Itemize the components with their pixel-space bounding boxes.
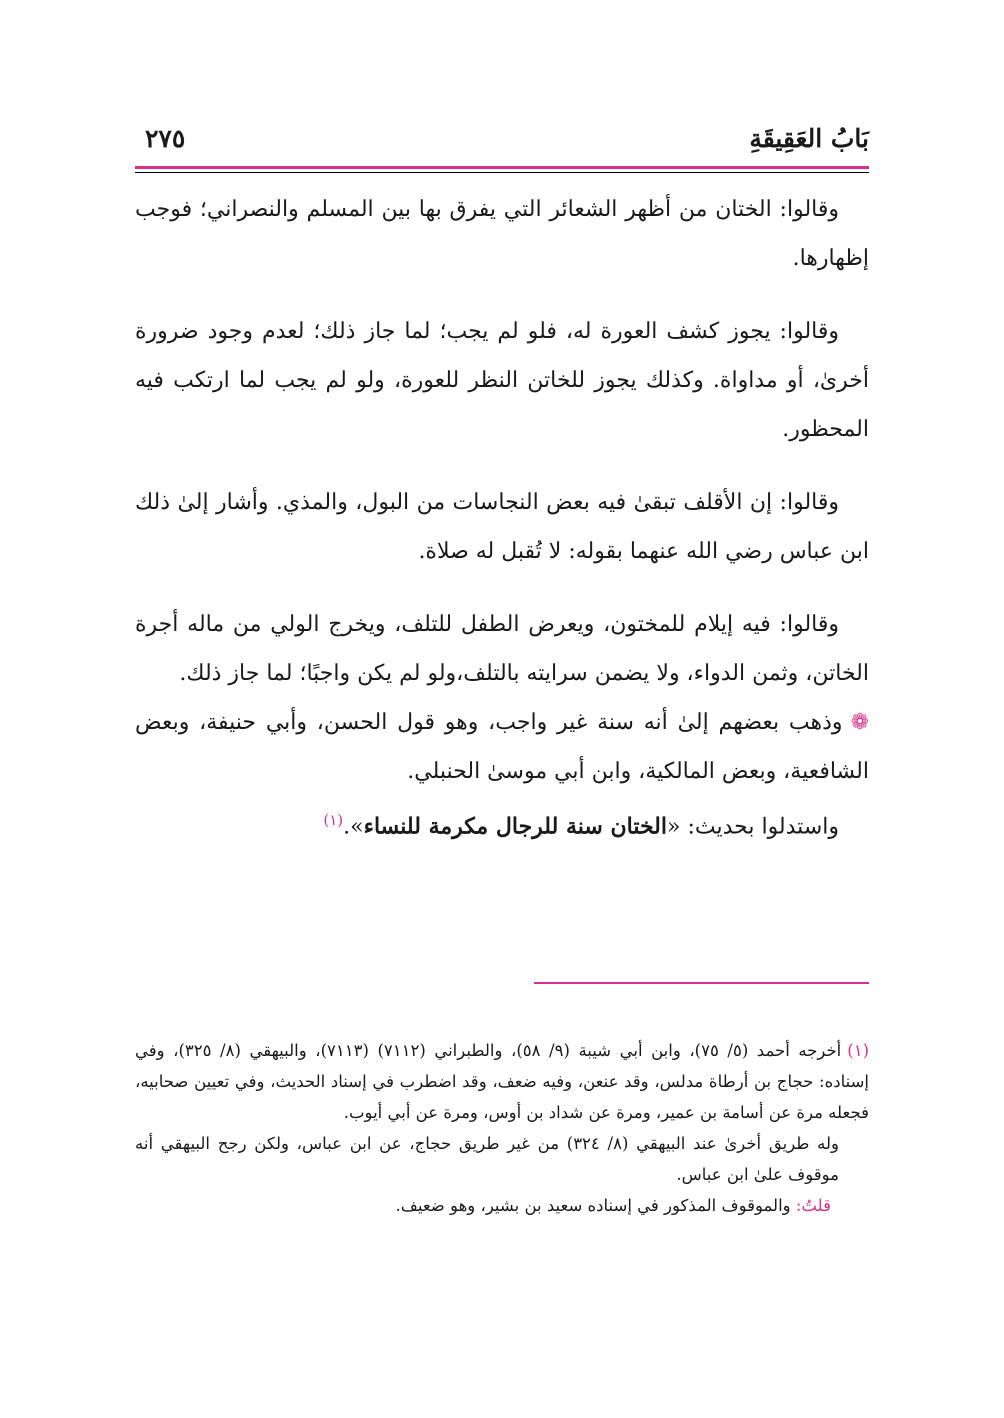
footnote-note bbox=[135, 1190, 869, 1221]
page-number: ٢٧٥ bbox=[145, 124, 186, 153]
footnote-number: (١) bbox=[847, 1041, 870, 1060]
hadith-prefix: واستدلوا بحديث: « bbox=[667, 814, 839, 840]
paragraph: وقالوا: فيه إيلام للمختون، ويعرض الطفل للتلف، ويخرج الولي من ماله أجرة الخاتن، وثمن الدواء، ولا يضمن سرايته بالتلف،ولو لم يكن واجبًا؛ لما جاز ذلك. bbox=[135, 612, 869, 686]
footnote-text: أخرجه أحمد (٥/ ٧٥)، وابن أبي شيبة (٩/ ٥٨)، والطبراني (٧١١٢) (٧١١٣)، والبيهقي (٨/ ٣٢٥)، وفي إسناده: حجاج بن أرطاة مدلس، وقد عنعن، وفيه ضعف، وقد اضطرب في إسناد الحديث، وفي تعيين صحابيه، فجعله مرة عن أسامة بن عمير، ومرة عن شداد بن أوس، ومرة عن أبي أيوب. bbox=[135, 1041, 869, 1122]
main-text bbox=[135, 185, 869, 875]
paragraph: وقالوا: إن الأقلف تبقىٰ فيه بعض النجاسات من البول، والمذي. وأشار إلىٰ ذلك ابن عباس رضي الله عنهما بقوله: لا تُقبل له صلاة. bbox=[135, 490, 869, 564]
header-rule-accent bbox=[135, 166, 869, 169]
footnote bbox=[135, 1035, 869, 1128]
page-header bbox=[135, 120, 869, 160]
hadith-paragraph bbox=[135, 796, 869, 851]
flower-bullet-icon: ❁ bbox=[850, 710, 869, 735]
paragraph: وقالوا: الختان من أظهر الشعائر التي يفرق بها بين المسلم والنصراني؛ فوجب إظهارها. bbox=[135, 197, 869, 271]
footnotes bbox=[135, 1035, 869, 1221]
bullet-paragraph bbox=[135, 698, 869, 796]
chapter-title: بَابُ العَقِيقَةِ bbox=[749, 124, 869, 153]
footnote-note-label: قلتُ: bbox=[795, 1196, 831, 1215]
footnote-reference[interactable]: (١) bbox=[323, 811, 344, 829]
bullet-paragraph-text: وذهب بعضهم إلىٰ أنه سنة غير واجب، وهو قول الحسن، وأبي حنيفة، وبعض الشافعية، وبعض المالكية، وابن أبي موسىٰ الحنبلي. bbox=[135, 710, 869, 784]
footnote-separator bbox=[534, 982, 869, 984]
paragraph: وقالوا: يجوز كشف العورة له، فلو لم يجب؛ لما جاز ذلك؛ لعدم وجود ضرورة أخرىٰ، أو مداواة. وكذلك يجوز للخاتن النظر للعورة، ولو لم يجب لما ارتكب فيه المحظور. bbox=[135, 319, 869, 442]
hadith-suffix: ». bbox=[343, 814, 364, 840]
hadith-quote: الختان سنة للرجال مكرمة للنساء bbox=[363, 813, 667, 840]
footnote-note-text: والموقوف المذكور في إسناده سعيد بن بشير، وهو ضعيف. bbox=[395, 1196, 796, 1215]
footnote-continuation: وله طريق أخرىٰ عند البيهقي (٨/ ٣٢٤) من غير طريق حجاج، عن ابن عباس، ولكن رجح البيهقي أنه موقوف علىٰ ابن عباس. bbox=[135, 1134, 839, 1184]
header-rule bbox=[135, 172, 869, 173]
